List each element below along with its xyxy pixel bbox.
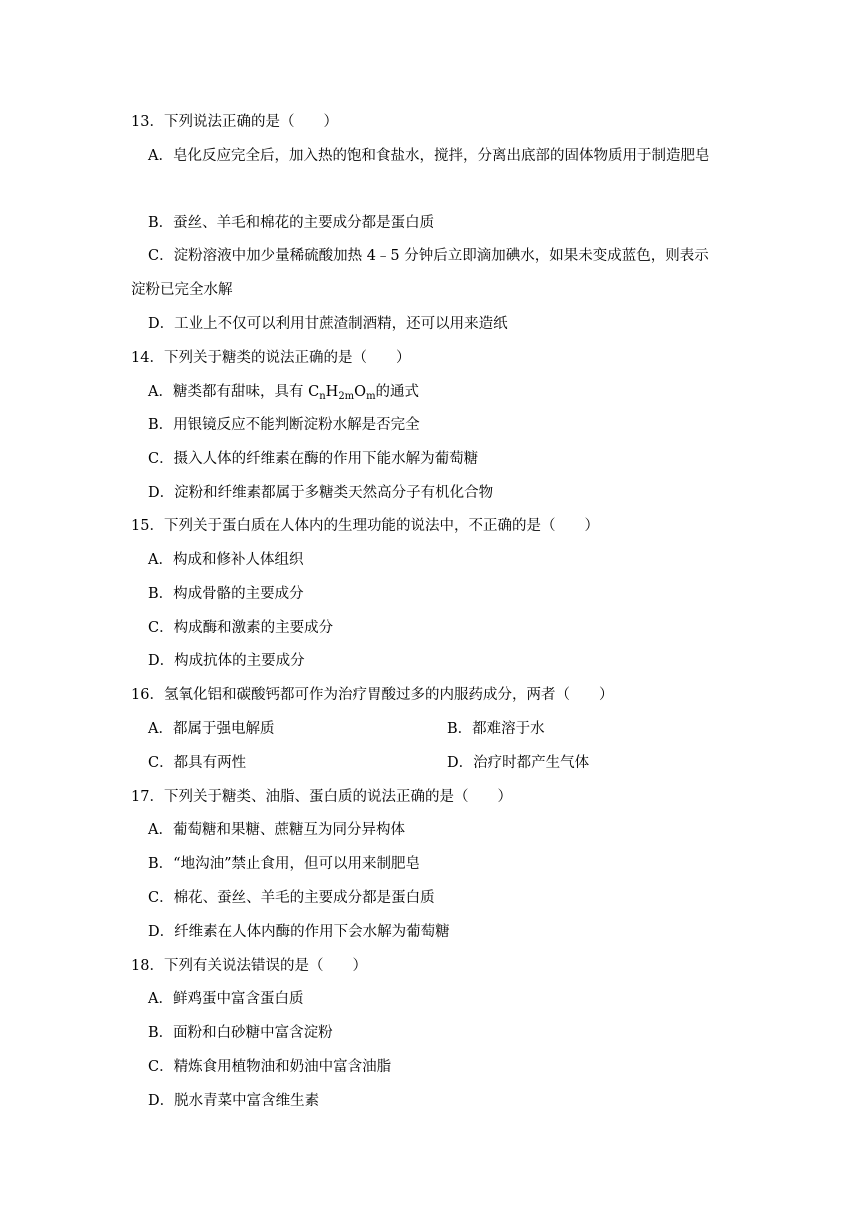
question-15-option-c: C．构成酶和激素的主要成分 (148, 620, 334, 636)
question-14-stem: 14．下列关于糖类的说法正确的是（ ） (131, 350, 411, 366)
question-13-option-c: C．淀粉溶液中加少量稀硫酸加热 4﹣5 分钟后立即滴加碘水，如果未变成蓝色，则表示 (148, 248, 709, 264)
question-15-option-d: D．构成抗体的主要成分 (148, 653, 305, 669)
question-14-option-b: B．用银镜反应不能判断淀粉水解是否完全 (148, 417, 420, 433)
question-18-stem: 18．下列有关说法错误的是（ ） (131, 958, 367, 974)
question-17-option-b: B．“地沟油”禁止食用，但可以用来制肥皂 (148, 856, 420, 872)
option-a-text: A．糖类都有甜味，具有 (148, 384, 309, 400)
question-14-option-a (148, 382, 419, 402)
option-a-suffix: 的通式 (375, 384, 420, 400)
question-17-option-c: C．棉花、蚕丝、羊毛的主要成分都是蛋白质 (148, 890, 435, 906)
question-13-option-b: B．蚕丝、羊毛和棉花的主要成分都是蛋白质 (148, 215, 435, 231)
question-15-option-b: B．构成骨骼的主要成分 (148, 586, 304, 602)
question-18-option-c: C．精炼食用植物油和奶油中富含油脂 (148, 1059, 392, 1075)
question-15-stem: 15．下列关于蛋白质在人体内的生理功能的说法中，不正确的是（ ） (131, 518, 599, 534)
question-13-option-c-continued: 淀粉已完全水解 (131, 282, 233, 298)
question-15-option-a: A．构成和修补人体组织 (148, 552, 304, 568)
question-18-option-b: B．面粉和白砂糖中富含淀粉 (148, 1025, 333, 1041)
question-17-stem: 17．下列关于糖类、油脂、蛋白质的说法正确的是（ ） (131, 789, 512, 805)
question-16-option-a: A．都属于强电解质 (148, 721, 275, 737)
question-14-option-d: D．淀粉和纤维素都属于多糖类天然高分子有机化合物 (148, 485, 494, 501)
question-16-option-d: D．治疗时都产生气体 (447, 755, 590, 771)
question-13-option-a: A．皂化反应完全后，加入热的饱和食盐水，搅拌，分离出底部的固体物质用于制造肥皂 (148, 148, 710, 164)
question-17-option-a: A．葡萄糖和果糖、蔗糖互为同分异构体 (148, 822, 405, 838)
question-16-option-c: C．都具有两性 (148, 755, 247, 771)
general-formula: $C_nH_{2m}O_m$ (308, 384, 376, 402)
question-13-option-d: D．工业上不仅可以利用甘蔗渣制酒精，还可以用来造纸 (148, 316, 508, 332)
question-13-stem: 13．下列说法正确的是（ ） (131, 114, 338, 130)
question-18-option-d: D．脱水青菜中富含维生素 (148, 1093, 320, 1109)
question-14-option-c: C．摄入人体的纤维素在酶的作用下能水解为葡萄糖 (148, 451, 479, 467)
question-17-option-d: D．纤维素在人体内酶的作用下会水解为葡萄糖 (148, 924, 450, 940)
question-16-stem: 16．氢氧化铝和碳酸钙都可作为治疗胃酸过多的内服药成分，两者（ ） (131, 687, 614, 703)
question-18-option-a: A．鲜鸡蛋中富含蛋白质 (148, 991, 304, 1007)
question-16-option-b: B．都难溶于水 (447, 721, 545, 737)
